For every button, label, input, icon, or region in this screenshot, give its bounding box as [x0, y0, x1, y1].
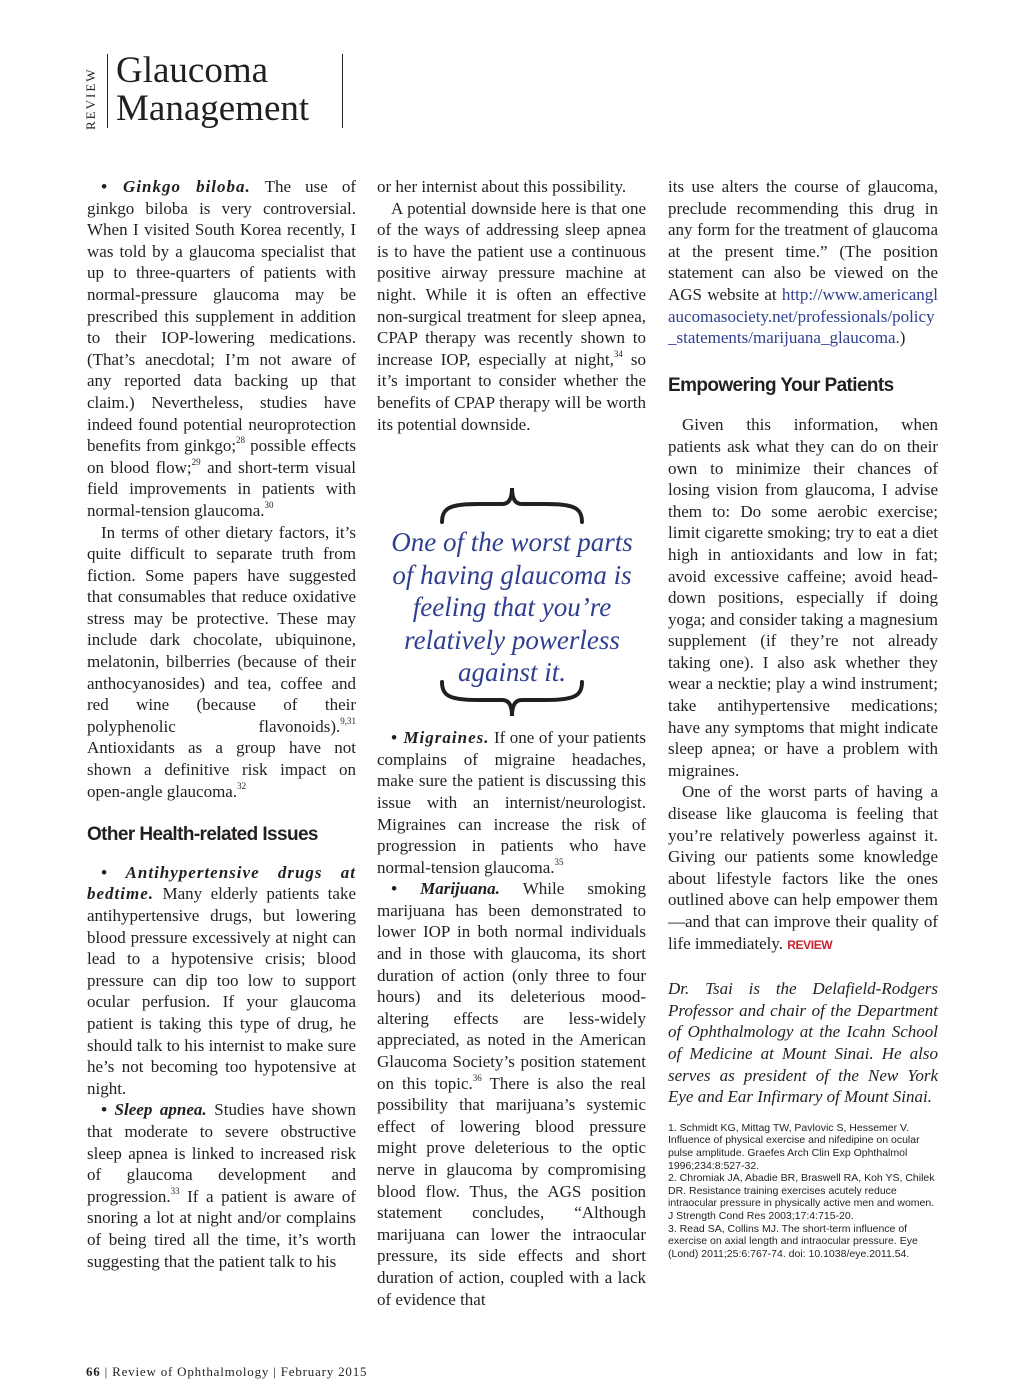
citation-32: 32 [237, 780, 247, 791]
cpap-body: A potential downside here is that one of the ways of addressing sleep apnea is to have the patient use a continuous positive airway pressure machine at night. While it is often an effective non-surgical treatment for sleep apnea, CPAP therapy was recently shown to increase IOP, especially at night, [377, 198, 646, 369]
paragraph-continued: or her internist about this possibility. [377, 177, 627, 196]
citation-29: 29 [191, 456, 201, 467]
citation-34: 34 [613, 348, 623, 359]
footer-separator: | [104, 1364, 109, 1379]
cpap-body-2: so it’s important to consider whether the benefits of CPAP therapy will be worth its potential downside. [377, 349, 646, 434]
reference-item: 1. Schmidt KG, Mittag TW, Pavlovic S, Hessemer V. Influence of physical exercise and nifedipine on ocular pulse amplitude. Graefes Arch Clin Exp Ophthalmol 1996;234:8:527-32. [668, 1121, 920, 1172]
migraines-body: If one of your patients complains of migraine headaches, make sure the patient is discussing this issue with an internist/neurologist. Migraines can increase the risk of progression in patients who have normal-tension glaucoma. [377, 728, 646, 877]
paragraph-closing [668, 781, 938, 956]
bottom-brace-icon [378, 678, 646, 722]
author-bio: Dr. Tsai is the Delafield-Rodgers Professor and chair of the Department of Ophthalmology at the Icahn School of Medicine at Mount Sinai. He also serves as president of the New York Eye and Ear Infirmary of Mount Sinai. [668, 979, 938, 1107]
sleep-apnea-body: Studies have shown that moderate to severe obstructive sleep apnea is linked to increased risk of glaucoma development and progression. [87, 1100, 356, 1206]
reference-item: 2. Chromiak JA, Abadie BR, Braswell RA, Koh YS, Chilek DR. Resistance training exercises acutely reduce intraocular pressure in physically active men and women. J Strength Cond Res 2003;17:4:715-20. [668, 1172, 935, 1222]
antihypertensive-body: Many elderly patients take antihypertensive drugs, but lowering blood pressure excessively at night can lead to a hypotensive crisis; blood pressure can dip too low to support ocular perfusion. If your glaucoma patient is taking this type of drug, he should talk to his internist to make sure he’s not becoming too hypotensive at night. [87, 884, 356, 1098]
ginkgo-body-2: possible effects on blood flow; [87, 436, 357, 477]
citation-30: 30 [264, 499, 274, 510]
migraines-lead: • Migraines. [391, 728, 490, 748]
reference-item: 3. Read SA, Collins MJ. The short-term influence of exercise on axial length and intraocular pressure. Eye (Lond) 2011;25:6:767-74. doi: 10.1038/eye.2011.54. [668, 1222, 918, 1260]
paragraph-marijuana [377, 878, 646, 1310]
footer-separator: | [273, 1364, 277, 1379]
header-rule-right [342, 54, 343, 128]
top-brace-icon [378, 482, 646, 526]
issue-date: February 2015 [280, 1364, 368, 1379]
section-kicker [83, 60, 103, 130]
section-kicker-text: REVIEW [83, 67, 98, 130]
header-rule-left [107, 54, 108, 128]
paragraph-sleep-apnea [87, 1099, 356, 1272]
marijuana-body: While smoking marijuana has been demonstrated to lower IOP in both normal individuals and in those with glaucoma, its short duration of action (only three to four hours) and its deleterious mood-altering effects are less-widely appreciated, as noted in the American Glaucoma Society’s position statement on this topic. [377, 879, 646, 1093]
section-title-line1: Glaucoma [116, 50, 269, 91]
ags-link-close: ) [899, 328, 906, 348]
column-3 [668, 176, 938, 1260]
citation-28: 28 [236, 435, 246, 446]
end-mark: REVIEW [787, 937, 833, 952]
sleep-apnea-body-2: If a patient is aware of snoring a lot at night and/or complains of being tired all the time, it’s worth suggesting that the patient talk to his [87, 1186, 357, 1271]
section-title-line2: Management [116, 88, 310, 129]
column-2 [377, 176, 646, 1310]
citation-33: 33 [170, 1185, 180, 1196]
citation-35: 35 [554, 856, 564, 867]
citation-9-31: 9,31 [340, 715, 356, 726]
paragraph-ags-continued [668, 176, 938, 349]
ags-body: its use alters the course of glaucoma, preclude recommending this drug in any form for the treatment of glaucoma at the present time.” (The position statement can also be viewed on the AGS website at [668, 177, 938, 304]
ginkgo-body: The use of ginkgo biloba is very controversial. When I visited South Korea recently, I was told by a glaucoma specialist that up to three-quarters of patients with normal-pressure glaucoma may be prescribed this supplement in addition to their IOP-lowering medications. (That’s anecdotal; I’m not aware of any reported data backing up that claim.) Nevertheless, studies have indeed found potential neuroprotection benefits from ginkgo; [87, 177, 356, 456]
pull-quote [378, 482, 646, 722]
paragraph-dietary [87, 522, 356, 803]
marijuana-lead: • Marijuana. [391, 879, 500, 899]
marijuana-body-2: There is also the real possibility that marijuana’s systemic effect of lowering blood pressure might prove deleterious to the optic nerve in glaucoma by compromising blood flow. Thus, the AGS position statement concludes, “Although marijuana can lower the intraocular pressure, its side effects and short duration of action, coupled with a lack of evidence that [377, 1073, 647, 1309]
citation-36: 36 [472, 1072, 482, 1083]
heading-empowering-patients: Empowering Your Patients [668, 374, 894, 396]
page-footer [86, 1364, 367, 1380]
pull-quote-text: One of the worst parts of having glaucoma is feeling that you’re relatively powerless against it. [391, 527, 633, 688]
sleep-apnea-lead: • Sleep apnea. [101, 1100, 207, 1120]
antihypertensive-lead: • Antihypertensive drugs at bedtime. [87, 862, 356, 904]
publication-name: Review of Ophthalmology [112, 1364, 270, 1379]
heading-other-health-issues: Other Health-related Issues [87, 824, 318, 846]
closing-body: One of the worst parts of having a disease like glaucoma is feeling that you’re relatively powerless against it. Giving our patients some knowledge about lifestyle factors like the ones outlined above can help empower them—and that can improve their quality of life immediately. [668, 782, 938, 953]
references-list [668, 1122, 938, 1261]
column-1 [87, 176, 356, 1272]
paragraph-migraines [377, 727, 646, 878]
page-number: 66 [86, 1364, 101, 1379]
ags-policy-link[interactable]: http://www.americanglaucomasociety.net/professionals/policy_statements/marijuana_glaucoma. [668, 284, 938, 348]
dietary-body: In terms of other dietary factors, it’s quite difficult to separate truth from fiction. Some papers have suggested that consumables that reduce oxidative stress may be protective. These may include dark chocolate, ubiquinone, melatonin, bilberries (because of their anthocyanosides) and tea, coffee and red wine (because of their polyphenolic flavonoids). [87, 522, 356, 736]
ginkgo-body-3: and short-term visual field improvements in patients with normal-tension glaucoma. [87, 457, 356, 520]
paragraph-ginkgo [87, 176, 356, 522]
paragraph-empowering: Given this information, when patients ask what they can do on their own to minimize their chances of losing vision from glaucoma, I advise them to: Do some aerobic exercise; limit cigarette smoking; try to eat a diet high in antioxidants and low in fat; avoid excessive caffeine; avoid head-down positions, especially if doing yoga; and consider taking a magnesium supplement (if they’re not already taking one). I also ask whether they wear a necktie; play a wind instrument; take antihypertensive medications; have any symptoms that might indicate sleep apnea; or have a problem with migraines. [668, 415, 938, 780]
section-title [116, 52, 309, 128]
dietary-body-2: Antioxidants as a group have not shown a definitive risk impact on open-angle glaucoma. [87, 738, 356, 801]
paragraph-antihypertensive [87, 862, 356, 1100]
paragraph-cpap [377, 198, 646, 436]
ginkgo-lead: • Ginkgo biloba. [101, 177, 251, 196]
